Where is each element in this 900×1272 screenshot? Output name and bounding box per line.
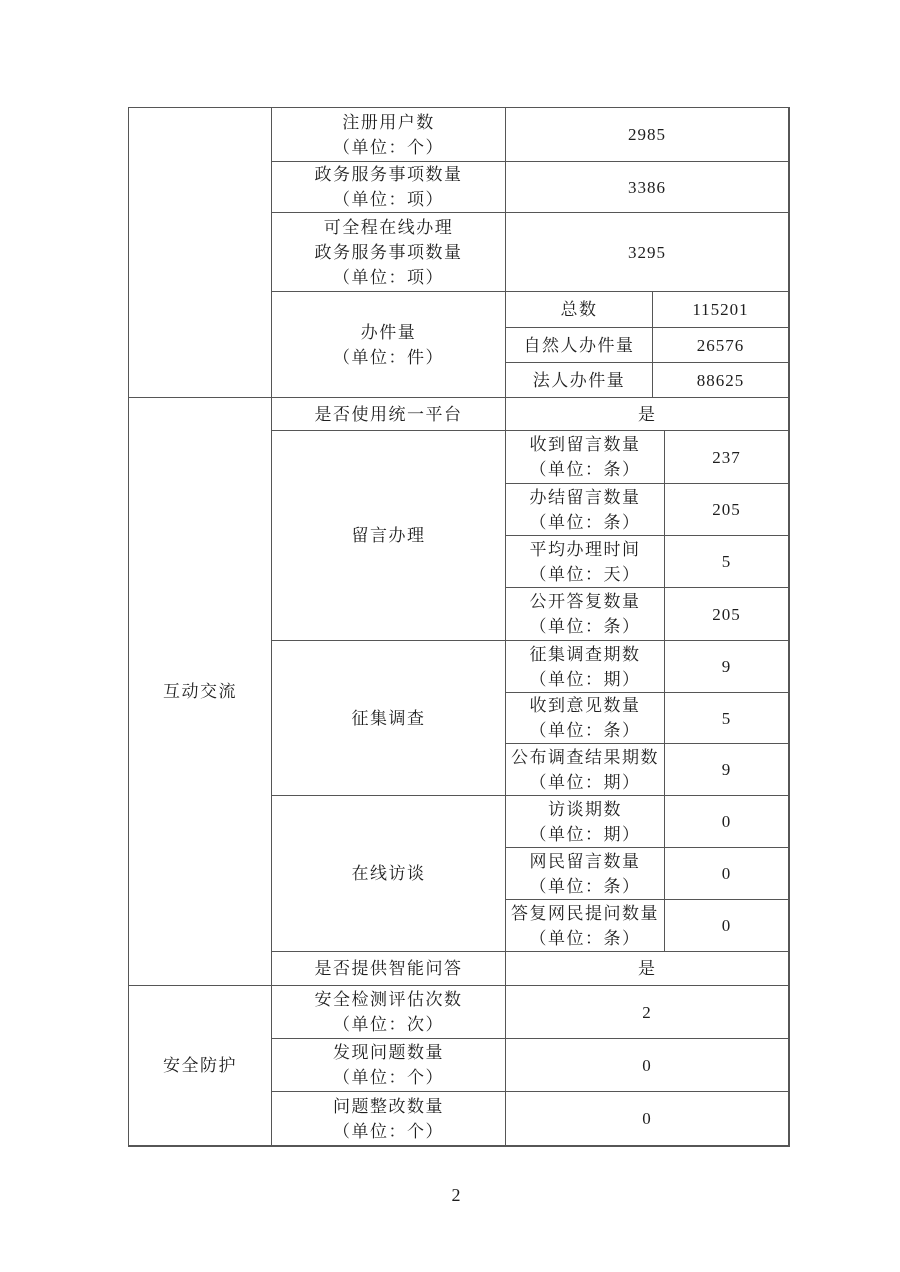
metric-label-security-assessments	[272, 986, 506, 1039]
subrow-label-opinions-received	[506, 693, 665, 744]
subrow-label-messages-resolved	[506, 484, 665, 536]
group-label-survey: 征集调查	[272, 641, 506, 796]
subrow-label-survey-issues	[506, 641, 665, 693]
label-line: 征集调查期数	[529, 644, 641, 664]
subrow-value-netizen-messages: 0	[665, 848, 789, 900]
subrow-value-survey-issues: 9	[665, 641, 789, 693]
label-line: （单位：个）	[333, 1068, 444, 1087]
table-section-security	[128, 985, 789, 1146]
subrow-label-natural-person: 自然人办件量	[506, 328, 653, 363]
metric-value-full-online-items: 3295	[506, 213, 789, 292]
subrow-label-interview-issues	[506, 796, 665, 848]
subrow-value-results-published: 9	[665, 744, 789, 796]
subrow-value-messages-received: 237	[665, 431, 789, 484]
label-line: 访谈期数	[548, 799, 622, 819]
subrow-value-interview-issues: 0	[665, 796, 789, 848]
label-line: 办件量	[360, 322, 417, 342]
category-cell-security: 安全防护	[129, 986, 272, 1146]
metric-value-problems-rectified: 0	[506, 1092, 789, 1146]
label-line: 答复网民提问数量	[511, 903, 659, 923]
label-line: （单位：项）	[333, 267, 444, 287]
metric-value-problems-found: 0	[506, 1039, 789, 1092]
subrow-value-total: 115201	[653, 292, 789, 328]
label-line: 办结留言数量	[529, 487, 641, 507]
label-line: （单位：件）	[333, 347, 444, 367]
label-line: 可全程在线办理	[323, 217, 454, 237]
page-number: 2	[451, 1185, 461, 1205]
subrow-value-messages-resolved: 205	[665, 484, 789, 536]
subrow-label-netizen-messages	[506, 848, 665, 900]
subrow-label-results-published	[506, 744, 665, 796]
metric-value-security-assessments: 2	[506, 986, 789, 1039]
label-line: （单位：次）	[333, 1015, 444, 1034]
label-line: 政务服务事项数量	[314, 242, 463, 262]
metric-value-registered-users: 2985	[506, 108, 789, 162]
label-line: 收到留言数量	[529, 435, 641, 454]
label-line: （单位：条）	[529, 512, 641, 532]
label-line: 问题整改数量	[333, 1096, 444, 1116]
subrow-value-public-replies: 205	[665, 588, 789, 641]
label-line: 注册用户数	[342, 112, 435, 132]
metric-label-problems-found	[272, 1039, 506, 1092]
group-label-case-volume	[272, 292, 506, 398]
subrow-value-netizen-replies: 0	[665, 900, 789, 952]
label-line: 发现问题数量	[333, 1043, 444, 1062]
label-line: 公开答复数量	[529, 592, 641, 611]
metric-value-smart-qa: 是	[506, 952, 789, 986]
label-line: （单位：条）	[529, 617, 641, 636]
table-section-interaction	[128, 397, 789, 986]
subrow-label-netizen-replies	[506, 900, 665, 952]
label-line: （单位：条）	[529, 721, 641, 740]
subrow-label-legal-person: 法人办件量	[506, 363, 653, 398]
metric-label-full-online-items	[272, 213, 506, 292]
label-line: （单位：条）	[529, 928, 641, 948]
subrow-value-opinions-received: 5	[665, 693, 789, 744]
subrow-label-total: 总数	[506, 292, 653, 328]
group-label-online-interview: 在线访谈	[272, 796, 506, 952]
label-line: （单位：项）	[333, 190, 444, 209]
category-cell-blank	[129, 108, 272, 398]
label-line: （单位：期）	[529, 772, 641, 792]
label-line: 政务服务事项数量	[314, 165, 463, 184]
label-line: 平均办理时间	[529, 539, 641, 559]
subrow-label-avg-handling-time	[506, 536, 665, 588]
label-line: （单位：条）	[529, 460, 641, 479]
metric-label-smart-qa: 是否提供智能问答	[272, 952, 506, 986]
label-line: （单位：期）	[529, 824, 641, 844]
subrow-value-natural-person: 26576	[653, 328, 789, 363]
metric-label-unified-platform: 是否使用统一平台	[272, 398, 506, 431]
label-line: （单位：个）	[333, 1121, 444, 1141]
subrow-label-messages-received	[506, 431, 665, 484]
label-line: （单位：天）	[529, 564, 641, 584]
subrow-value-avg-handling-time: 5	[665, 536, 789, 588]
label-line: （单位：条）	[529, 876, 641, 896]
metric-value-unified-platform: 是	[506, 398, 789, 431]
label-line: 收到意见数量	[529, 696, 641, 715]
group-label-message-handling: 留言办理	[272, 431, 506, 641]
label-line: 网民留言数量	[529, 851, 641, 871]
report-table	[128, 107, 790, 1147]
category-cell-interaction: 互动交流	[129, 398, 272, 986]
table-section-services	[128, 107, 789, 398]
metric-value-service-items: 3386	[506, 162, 789, 213]
label-line: （单位：期）	[529, 669, 641, 689]
subrow-label-public-replies	[506, 588, 665, 641]
metric-label-registered-users	[272, 108, 506, 162]
label-line: 安全检测评估次数	[314, 990, 463, 1009]
label-line: （单位：个）	[333, 137, 444, 157]
subrow-value-legal-person: 88625	[653, 363, 789, 398]
metric-label-problems-rectified	[272, 1092, 506, 1146]
metric-label-service-items	[272, 162, 506, 213]
label-line: 公布调查结果期数	[511, 747, 659, 767]
